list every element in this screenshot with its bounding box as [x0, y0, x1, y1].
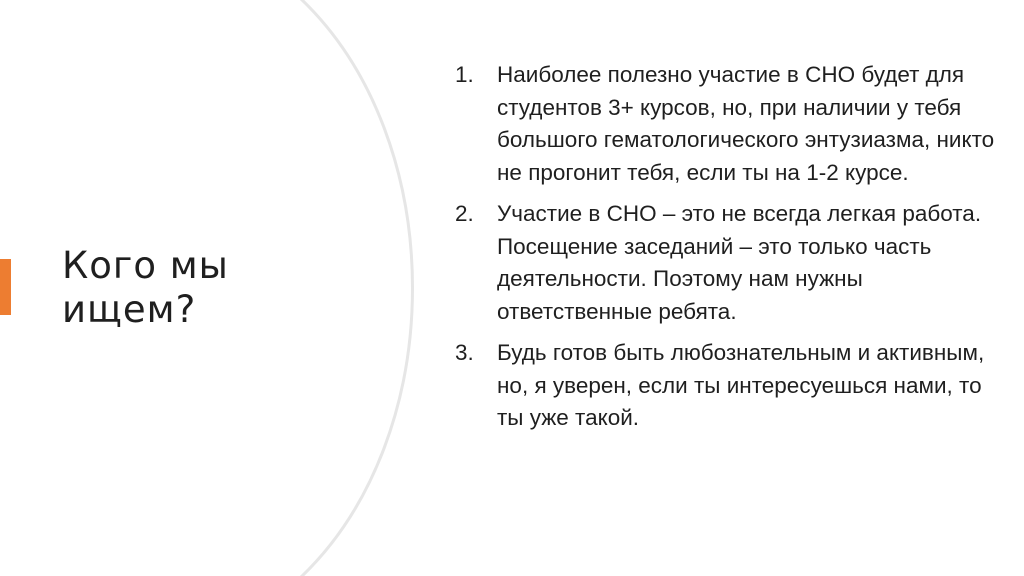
list-item-text: Участие в СНО – это не всегда легкая работа. Посещение заседаний – это только часть деятельности. Поэтому нам нужны ответственные ребята. — [497, 201, 982, 324]
list-item-3 — [455, 337, 995, 435]
list-item-text: Наиболее полезно участие в СНО будет для студентов 3+ курсов, но, при наличии у тебя большого гематологического энтузиазма, никто не прогонит тебя, если ты на 1-2 курсе. — [497, 62, 995, 185]
list-item-1 — [455, 59, 995, 189]
list-item-number: 2. — [455, 201, 474, 226]
list-item-2 — [455, 198, 995, 328]
list-item-text: Будь готов быть любознательным и активным, но, я уверен, если ты интересуешься нами, то ты уже такой. — [497, 340, 985, 430]
slide-title: Кого мы ищем? — [62, 244, 229, 331]
accent-bar — [0, 259, 11, 315]
list-item-number: 3. — [455, 340, 474, 365]
numbered-list — [455, 59, 995, 444]
list-item-number: 1. — [455, 62, 474, 87]
